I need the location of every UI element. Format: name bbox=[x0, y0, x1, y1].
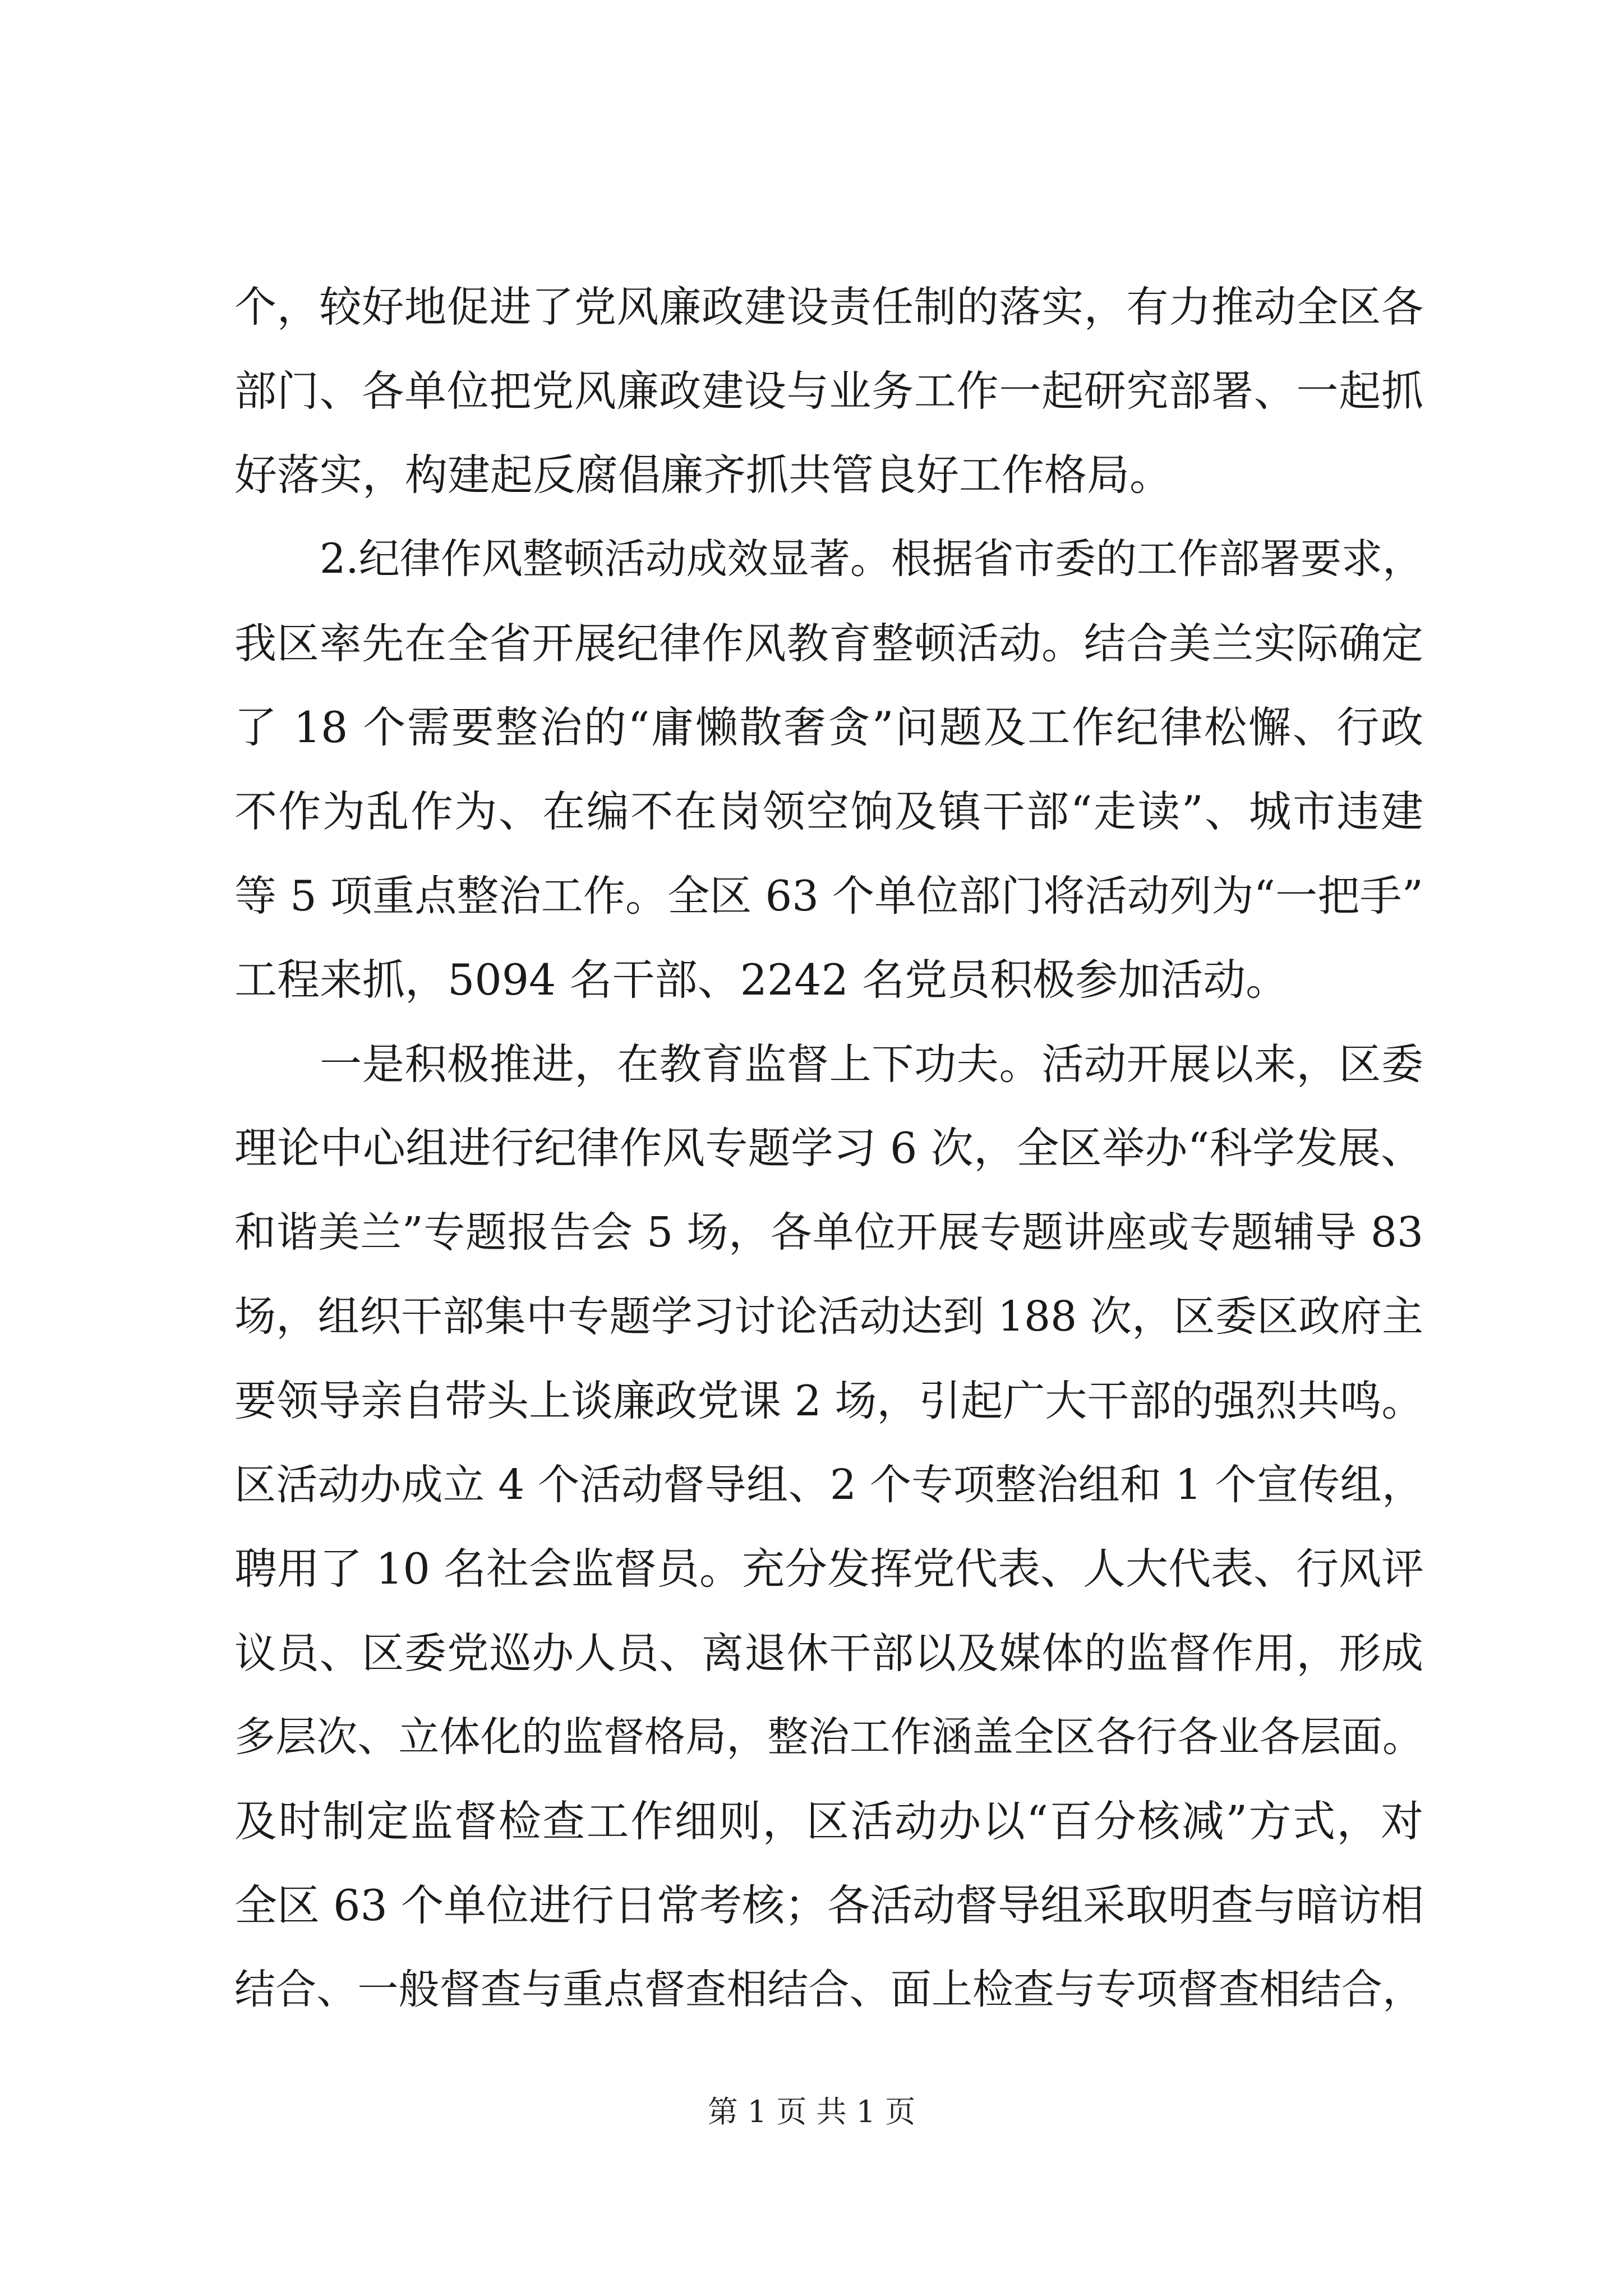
paragraph-line: 要领导亲自带头上谈廉政党课 2 场，引起广大干部的强烈共鸣。 bbox=[234, 1376, 1424, 1425]
paragraph-line: 场，组织干部集中专题学习讨论活动达到 188 次，区委区政府主 bbox=[234, 1292, 1423, 1341]
paragraph-line: 个，较好地促进了党风廉政建设责任制的落实，有力推动全区各 bbox=[234, 282, 1423, 332]
paragraph-line: 等 5 项重点整治工作。全区 63 个单位部门将活动列为“一把手” bbox=[234, 871, 1423, 921]
document-body bbox=[234, 265, 1423, 2032]
paragraph-line: 议员、区委党巡办人员、离退休干部以及媒体的监督作用，形成 bbox=[234, 1628, 1423, 1678]
paragraph-line: 多层次、立体化的监督格局，整治工作涵盖全区各行各业各层面。 bbox=[234, 1713, 1423, 1761]
paragraph-line: 及时制定监督检查工作细则，区活动办以“百分核减”方式，对 bbox=[234, 1796, 1423, 1846]
paragraph-line: 了 18 个需要整治的“庸懒散奢贪”问题及工作纪律松懈、行政 bbox=[234, 702, 1423, 752]
paragraph-line: 不作为乱作为、在编不在岗领空饷及镇干部“走读”、城市违建 bbox=[234, 786, 1423, 836]
paragraph-line: 理论中心组进行纪律作风专题学习 6 次，全区举办“科学发展、 bbox=[234, 1123, 1423, 1173]
page-number-footer: 第 1 页 共 1 页 bbox=[707, 2094, 916, 2129]
paragraph-line: 和谐美兰”专题报告会 5 场，各单位开展专题讲座或专题辅导 83 bbox=[234, 1208, 1423, 1257]
paragraph-line: 2.纪律作风整顿活动成效显著。根据省市委的工作部署要求， bbox=[320, 535, 1423, 583]
paragraph-line: 工程来抓，5094 名干部、2242 名党员积极参加活动。 bbox=[234, 955, 1289, 1005]
paragraph-line: 区活动办成立 4 个活动督导组、2 个专项整治组和 1 个宣传组， bbox=[234, 1461, 1423, 1509]
paragraph-line: 好落实，构建起反腐倡廉齐抓共管良好工作格局。 bbox=[234, 450, 1172, 500]
paragraph-line: 聘用了 10 名社会监督员。充分发挥党代表、人大代表、行风评 bbox=[234, 1544, 1424, 1594]
paragraph-line: 部门、各单位把党风廉政建设与业务工作一起研究部署、一起抓 bbox=[234, 366, 1423, 416]
paragraph-line: 一是积极推进，在教育监督上下功夫。活动开展以来，区委 bbox=[320, 1039, 1423, 1089]
paragraph-line: 我区率先在全省开展纪律作风教育整顿活动。结合美兰实际确定 bbox=[234, 619, 1423, 668]
paragraph-line: 全区 63 个单位进行日常考核；各活动督导组采取明查与暗访相 bbox=[234, 1880, 1424, 1930]
paragraph-line: 结合、一般督查与重点督查相结合、面上检查与专项督查相结合， bbox=[234, 1966, 1423, 2013]
